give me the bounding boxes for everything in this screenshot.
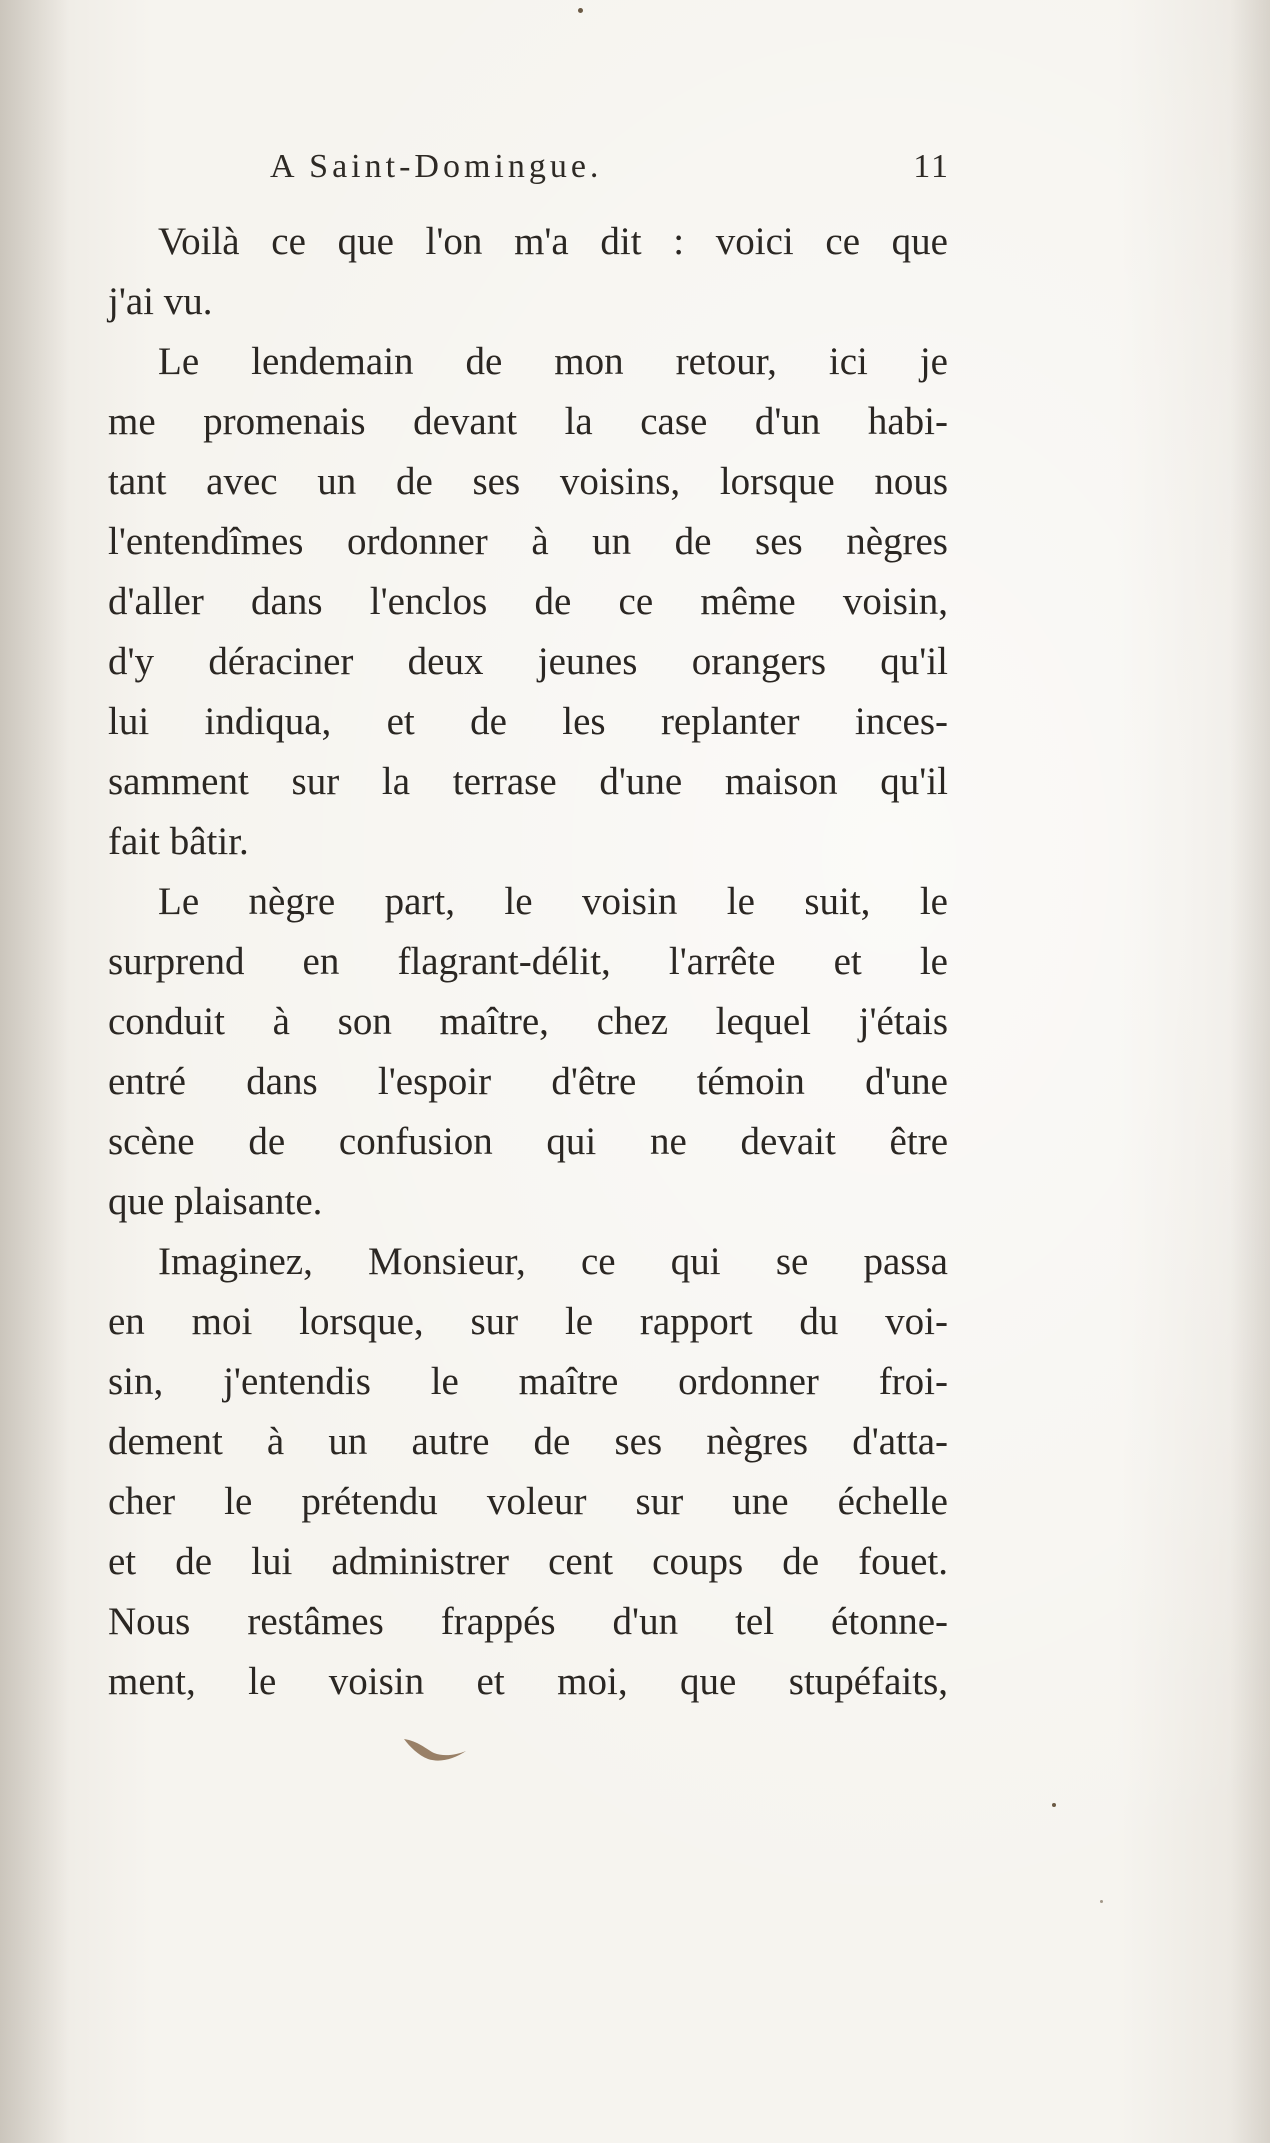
text-line: scène de confusion qui ne devait être bbox=[108, 1120, 948, 1163]
text-line: samment sur la terrase d'une maison qu'il bbox=[108, 760, 948, 803]
text-line: et de lui administrer cent coups de fouet. bbox=[108, 1540, 948, 1583]
text-line: sin, j'entendis le maître ordonner froi- bbox=[108, 1360, 948, 1403]
text-line: Voilà ce que l'on m'a dit : voici ce que bbox=[158, 220, 948, 263]
text-line: surprend en flagrant-délit, l'arrête et le bbox=[108, 940, 948, 983]
text-line: l'entendîmes ordonner à un de ses nègres bbox=[108, 520, 948, 563]
edge-shadow bbox=[1230, 0, 1270, 2143]
text-line: d'aller dans l'enclos de ce même voisin, bbox=[108, 580, 948, 623]
text-line: d'y déraciner deux jeunes orangers qu'il bbox=[108, 640, 948, 683]
running-title: A Saint-Domingue. bbox=[270, 148, 603, 185]
text-line: tant avec un de ses voisins, lorsque nous bbox=[108, 460, 948, 503]
text-line: entré dans l'espoir d'être témoin d'une bbox=[108, 1060, 948, 1103]
text-line: Le nègre part, le voisin le suit, le bbox=[158, 880, 948, 923]
text-line: conduit à son maître, chez lequel j'étais bbox=[108, 1000, 948, 1043]
body-text bbox=[108, 212, 948, 1712]
ink-speck bbox=[578, 8, 583, 13]
ink-speck bbox=[1052, 1803, 1056, 1807]
running-head bbox=[110, 148, 950, 198]
text-line: cher le prétendu voleur sur une échelle bbox=[108, 1480, 948, 1523]
text-line: lui indiqua, et de les replanter inces- bbox=[108, 700, 948, 743]
text-line: Nous restâmes frappés d'un tel étonne- bbox=[108, 1600, 948, 1643]
ink-speck bbox=[1100, 1900, 1103, 1903]
text-line: dement à un autre de ses nègres d'atta- bbox=[108, 1420, 948, 1463]
text-line: me promenais devant la case d'un habi- bbox=[108, 400, 948, 443]
page-number: 11 bbox=[913, 148, 950, 185]
text-line: Imaginez, Monsieur, ce qui se passa bbox=[158, 1240, 948, 1283]
ink-stain bbox=[400, 1735, 470, 1763]
text-line: ment, le voisin et moi, que stupéfaits, bbox=[108, 1660, 948, 1703]
text-line: en moi lorsque, sur le rapport du voi- bbox=[108, 1300, 948, 1343]
text-line: que plaisante. bbox=[108, 1180, 323, 1223]
text-line: fait bâtir. bbox=[108, 820, 249, 863]
text-line: Le lendemain de mon retour, ici je bbox=[158, 340, 948, 383]
text-line: j'ai vu. bbox=[108, 280, 213, 323]
gutter-shadow bbox=[0, 0, 70, 2143]
